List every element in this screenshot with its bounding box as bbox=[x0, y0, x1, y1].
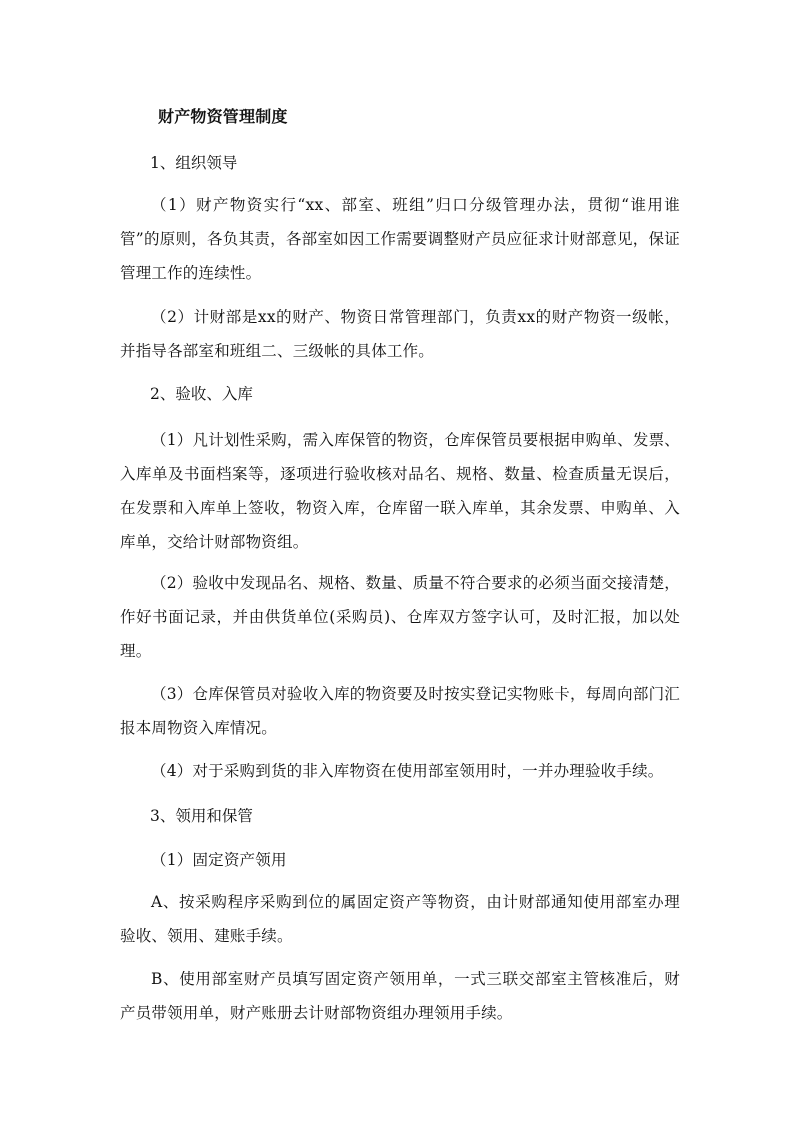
section-1-paragraph-2: （2）计财部是xx的财产、物资日常管理部门，负责xx的财产物资一级帐，并指导各部室和班组二、三级帐的具体工作。 bbox=[120, 308, 680, 360]
section-3-subheading-1: （1）固定资产领用 bbox=[151, 851, 287, 869]
document-title: 财产物资管理制度 bbox=[158, 107, 288, 126]
section-3-heading: 3、领用和保管 bbox=[150, 807, 253, 825]
section-1-paragraph-1: （1）财产物资实行“xx、部室、班组”归口分级管理办法，贯彻“谁用谁管”的原则，各负其责，各部室如因工作需要调整财产员应征求计财部意见，保证管理工作的连续性。 bbox=[120, 196, 680, 282]
section-2-heading: 2、验收、入库 bbox=[150, 385, 253, 403]
section-2-paragraph-1: （1）凡计划性采购，需入库保管的物资，仓库保管员要根据申购单、发票、入库单及书面档案等，逐项进行验收核对品名、规格、数量、检查质量无误后，在发票和入库单上签收，物资入库，仓库留一联入库单，其余发票、申购单、入库单，交给计财部物资组。 bbox=[120, 431, 680, 551]
section-1-heading: 1、组织领导 bbox=[150, 154, 238, 172]
section-2-paragraph-2: （2）验收中发现品名、规格、数量、质量不符合要求的必须当面交接清楚，作好书面记录，并由供货单位(采购员)、仓库双方签字认可，及时汇报，加以处理。 bbox=[120, 574, 680, 660]
section-3-paragraph-a: A、按采购程序采购到位的属固定资产等物资，由计财部通知使用部室办理验收、领用、建账手续。 bbox=[120, 893, 680, 945]
section-2-paragraph-3: （3）仓库保管员对验收入库的物资要及时按实登记实物账卡，每周向部门汇报本周物资入库情况。 bbox=[120, 685, 680, 737]
section-3-paragraph-b: B、使用部室财产员填写固定资产领用单，一式三联交部室主管核准后，财产员带领用单，财产账册去计财部物资组办理领用手续。 bbox=[120, 970, 680, 1022]
section-2-paragraph-4: （4）对于采购到货的非入库物资在使用部室领用时，一并办理验收手续。 bbox=[151, 762, 664, 780]
